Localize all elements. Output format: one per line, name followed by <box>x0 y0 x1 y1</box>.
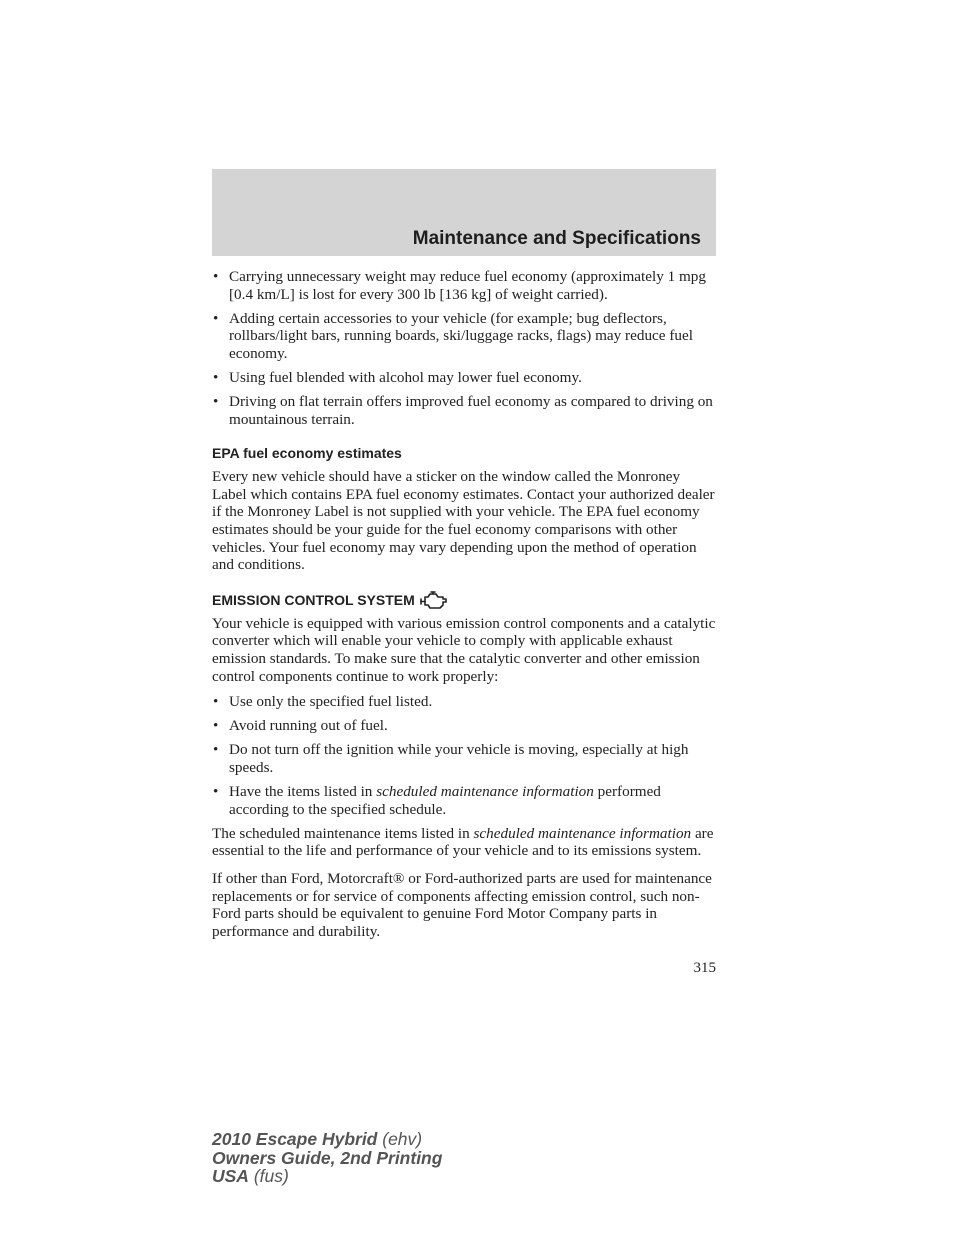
list-item: • Carrying unnecessary weight may reduce fuel economy (approximately 1 mpg [0.4 km/L] is lost for every 300 lb [136 kg] of weight carried). <box>212 268 717 303</box>
list-item: • Using fuel blended with alcohol may lower fuel economy. <box>212 369 717 387</box>
page-content <box>212 268 717 946</box>
reference-scheduled-maintenance: scheduled maintenance information <box>376 783 594 801</box>
list-item: • Do not turn off the ignition while your vehicle is moving, especially at high speeds. <box>212 741 717 776</box>
document-footer <box>212 1130 442 1186</box>
paragraph-text: are essential to the life and performance of your vehicle and to its emissions system. <box>212 824 714 860</box>
list-item-text: Have the items listed in <box>229 783 377 801</box>
fuel-economy-bullet-list <box>212 268 717 428</box>
list-item: • Avoid running out of fuel. <box>212 717 717 735</box>
emission-heading <box>212 590 717 610</box>
list-item-text: performed according to the specified schedule. <box>229 783 661 818</box>
footer-line-1 <box>212 1130 442 1149</box>
list-item: • Driving on flat terrain offers improved fuel economy as compared to driving on mountainous terrain. <box>212 393 717 428</box>
reference-scheduled-maintenance: scheduled maintenance information <box>473 824 692 842</box>
footer-model-code: (ehv) <box>377 1129 423 1149</box>
paragraph-text: The scheduled maintenance items listed in <box>212 824 474 842</box>
footer-market-code: (fus) <box>248 1166 289 1186</box>
list-item: • Adding certain accessories to your vehicle (for example; bug deflectors, rollbars/light bars, running boards, ski/luggage racks, flags) may reduce fuel economy. <box>212 310 717 363</box>
epa-heading: EPA fuel economy estimates <box>212 445 402 462</box>
footer-market: USA <box>212 1166 249 1186</box>
footer-printing: Owners Guide, 2nd Printing <box>212 1147 443 1168</box>
emission-intro: Your vehicle is equipped with various emission control components and a catalytic converter which will enable your vehicle to comply with applicable exhaust emission standards. To make sure that the catalytic converter and other emission control components continue to work properly: <box>212 614 716 685</box>
page-number: 315 <box>693 960 716 976</box>
emission-bullet-list <box>212 693 717 818</box>
epa-paragraph: Every new vehicle should have a sticker on the window called the Monroney Label which contains EPA fuel economy estimates. Contact your authorized dealer if the Monroney Label is not supplied with your vehicle. The EPA fuel economy estimates should be your guide for the fuel economy comparisons with other vehicles. Your fuel economy may vary depending upon the method of operation and conditions. <box>212 468 715 574</box>
check-engine-icon <box>419 590 449 610</box>
emission-paragraph-3: If other than Ford, Motorcraft® or Ford-authorized parts are used for maintenance replacements or for service of components affecting emission control, such non-Ford parts should be equivalent to genuine Ford Motor Company parts in performance and durability. <box>212 869 712 940</box>
list-item <box>212 783 717 818</box>
footer-line-2 <box>212 1149 442 1168</box>
emission-heading-text: EMISSION CONTROL SYSTEM <box>212 591 415 608</box>
list-item: • Use only the specified fuel listed. <box>212 693 717 711</box>
footer-line-3 <box>212 1167 442 1186</box>
section-title: Maintenance and Specifications <box>412 228 701 249</box>
section-header-band <box>212 169 716 256</box>
emission-paragraph-2 <box>212 825 717 860</box>
footer-model: 2010 Escape Hybrid <box>212 1129 378 1149</box>
